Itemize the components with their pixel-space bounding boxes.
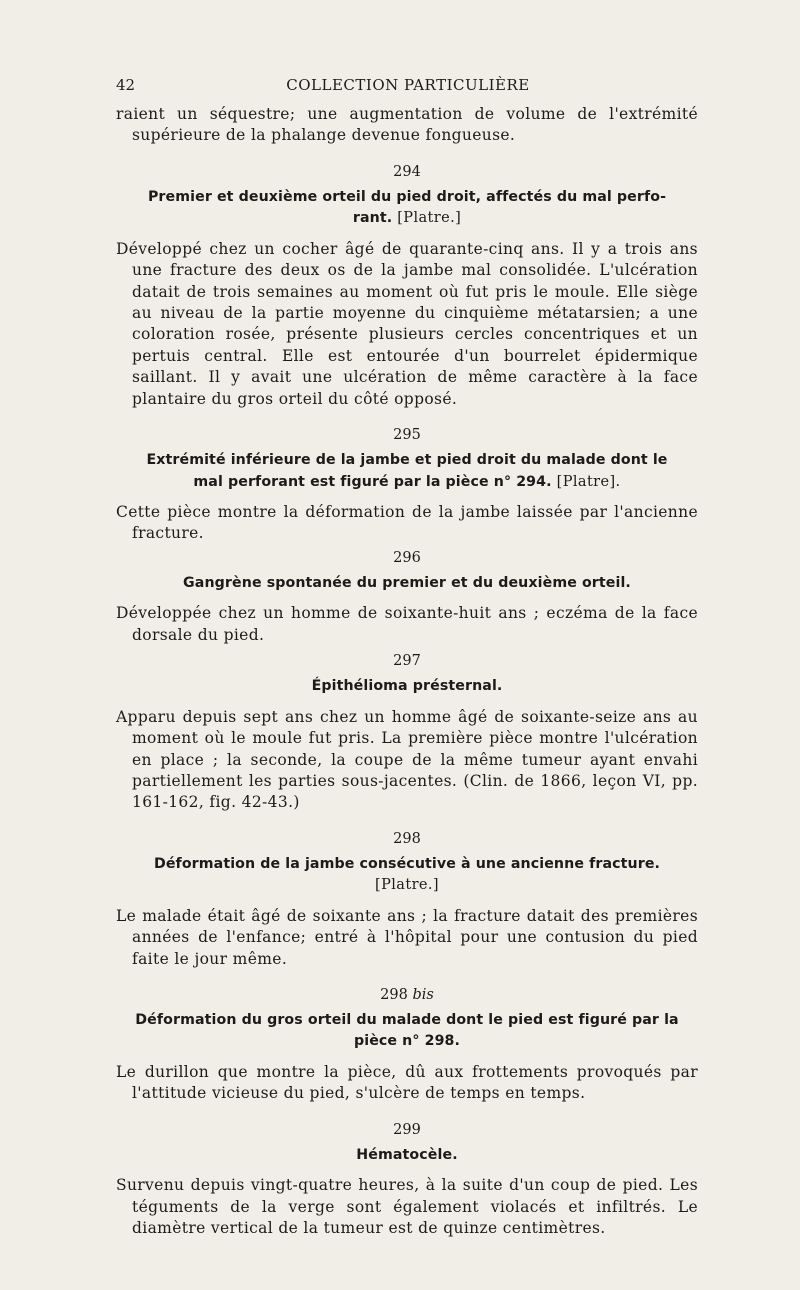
entry-number-298: 298 [393, 830, 421, 847]
entry-number-298bis-value: 298 [380, 986, 408, 1003]
entry-title-294 [116, 187, 698, 230]
entry-text-296: Développée chez un homme de soixante-huit ans ; eczéma de la face dorsale du pied. [116, 604, 698, 644]
entry-text-299: Survenu depuis vingt-quatre heures, à la suite d'un coup de pied. Les téguments de la verge sont également violacés et infiltrés. Le diamètre vertical de la tumeur est de quinze centimètres. [116, 1176, 698, 1238]
running-title: COLLECTION PARTICULIÈRE [286, 76, 530, 94]
entry-title-296: Gangrène spontanée du premier et du deuxième orteil. [183, 574, 631, 591]
entry-text-298: Le malade était âgé de soixante ans ; la fracture datait des premières années de l'enfance; entré à l'hôpital pour une contusion du pied faite le jour même. [116, 906, 698, 968]
entry-tag-298: [Platre.] [375, 877, 439, 894]
page-number: 42 [116, 76, 136, 94]
entry-title-294-line1: Premier et deuxième orteil du pied droit, affectés du mal perfo- [147, 188, 667, 205]
entry-title-298 [116, 854, 698, 897]
entry-number-298bis-suffix: bis [412, 986, 434, 1003]
entry-number-297: 297 [393, 653, 421, 670]
intro-paragraph: raient un séquestre; une augmentation de volume de l'extrémité supérieure de la phalange devenue fongueuse. [116, 105, 698, 145]
entry-tag-295: [Platre]. [556, 473, 621, 490]
entry-title-298bis-line2: pièce n° 298. [353, 1033, 461, 1050]
running-head [116, 76, 700, 98]
entry-number-298bis [116, 986, 698, 1004]
entry-number-299: 299 [393, 1121, 421, 1138]
entry-title-298bis-line1: Déformation du gros orteil du malade dont le pied est figuré par la [135, 1011, 679, 1028]
entry-title-295-line2: mal perforant est figuré par la pièce n° 294. [193, 473, 552, 490]
entry-number-294: 294 [393, 163, 421, 180]
entry-tag-294: [Platre.] [397, 210, 462, 227]
entry-text-295: Cette pièce montre la déformation de la jambe laissée par l'ancienne fracture. [116, 503, 698, 543]
entry-title-297: Épithélioma présternal. [311, 678, 503, 695]
entry-text-297: Apparu depuis sept ans chez un homme âgé de soixante-seize ans au moment où le moule fut pris. La première pièce montre l'ulcération en place ; la seconde, la coupe de la même tumeur ayant envahi partiellement les parties sous-jacentes. (Clin. de 1866, leçon VI, pp. 161-162, fig. 42-43.) [116, 707, 698, 812]
entry-title-298bis [116, 1010, 698, 1053]
entry-title-295 [116, 450, 698, 493]
entry-title-294-line2: rant. [352, 210, 393, 227]
entry-number-295: 295 [393, 427, 421, 444]
entry-title-295-line1: Extrémité inférieure de la jambe et pied droit du malade dont le [146, 452, 668, 469]
entry-text-294: Développé chez un cocher âgé de quarante-cinq ans. Il y a trois ans une fracture des deux os de la jambe mal consolidée. L'ulcération datait de trois semaines au moment où fut pris le moule. Elle siège au niveau de la partie moyenne du cinquième métatarsien; a une coloration rosée, présente plusieurs cercles concentriques et un pertuis central. Elle est entourée d'un bourrelet épidermique saillant. Il y avait une ulcération de même caractère à la face plantaire du gros orteil du côté opposé. [116, 239, 698, 408]
entry-number-296: 296 [393, 549, 421, 566]
entry-title-299: Hématocèle. [356, 1146, 458, 1163]
entry-text-298bis: Le durillon que montre la pièce, dû aux frottements provoqués par l'attitude vicieuse du pied, s'ulcère de temps en temps. [116, 1062, 698, 1103]
page-body [116, 104, 698, 1239]
entry-title-298-line1: Déformation de la jambe consécutive à une ancienne fracture. [153, 855, 661, 872]
